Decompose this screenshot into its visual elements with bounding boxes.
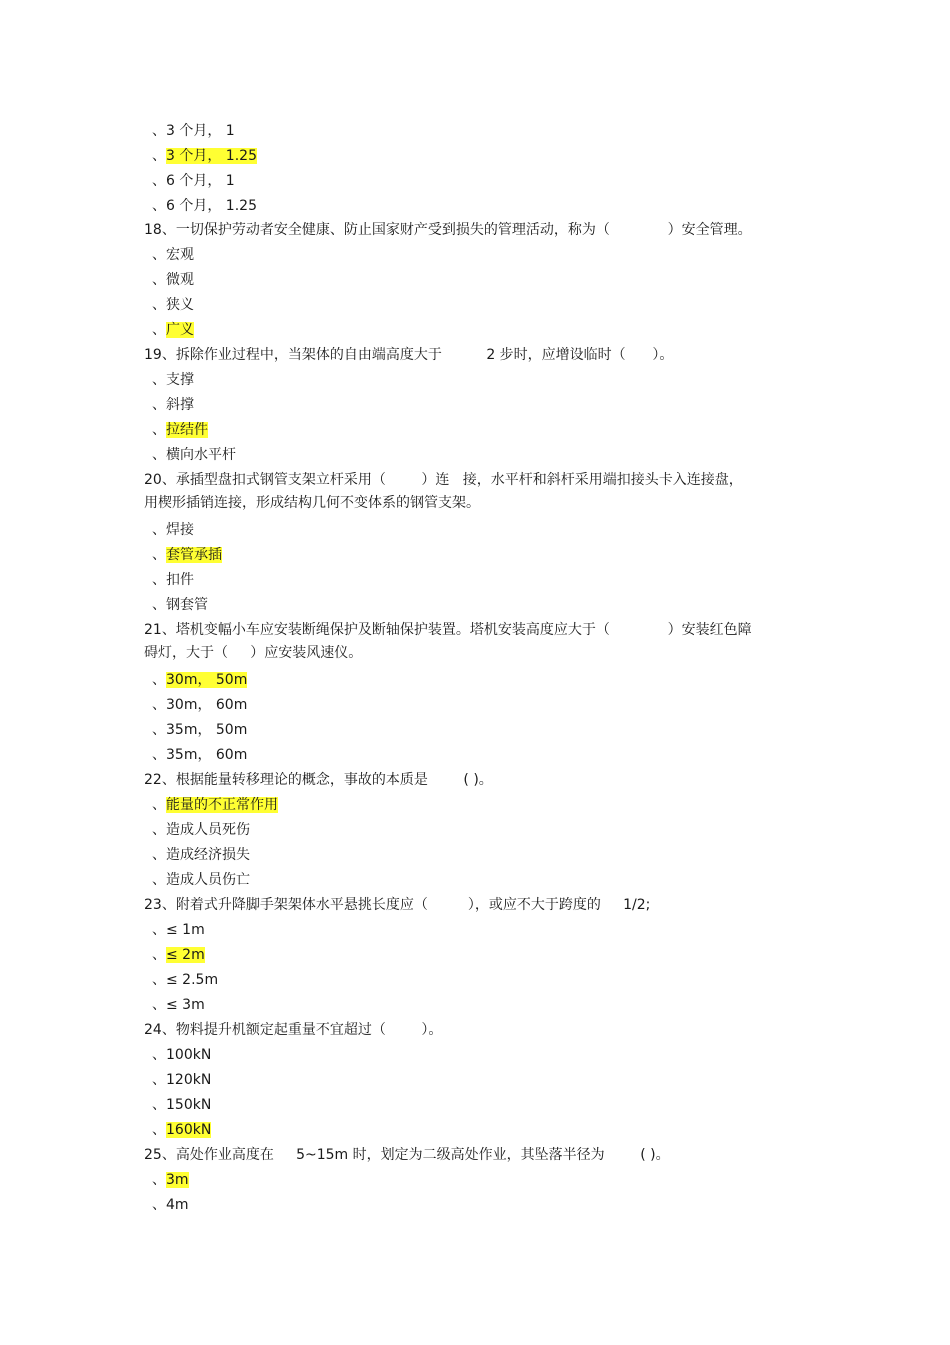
highlighted-answer: 广义 <box>166 322 194 338</box>
question-text: 23、附着式升降脚手架架体水平悬挑长度应（ ），或应不大于跨度的 1/2; <box>144 897 651 913</box>
answer-option: 、150kN <box>152 1097 212 1113</box>
question-text: 25、高处作业高度在 5~15m 时，划定为二级高处作业，其坠落半径为 ( )。 <box>144 1147 670 1163</box>
answer-option <box>152 671 247 689</box>
highlighted-answer: ≤ 2m <box>166 947 205 963</box>
answer-option: 、4m <box>152 1197 189 1213</box>
answer-option: 、造成人员伤亡 <box>152 872 250 888</box>
highlighted-answer: 套管承插 <box>166 547 222 563</box>
highlighted-answer: 160kN <box>166 1122 212 1138</box>
highlighted-answer: 拉结件 <box>166 422 208 438</box>
question-text: 19、拆除作业过程中，当架体的自由端高度大于 2 步时，应增设临时（ ）。 <box>144 347 674 363</box>
option-marker: 、 <box>152 148 166 164</box>
question-text: 21、塔机变幅小车应安装断绳保护及断轴保护装置。塔机安装高度应大于（ ）安装红色障 <box>144 622 752 638</box>
answer-option: 、扣件 <box>152 572 194 588</box>
answer-option: 、焊接 <box>152 522 194 538</box>
answer-option: 、横向水平杆 <box>152 447 236 463</box>
answer-option <box>152 321 194 339</box>
option-marker: 、 <box>152 547 166 563</box>
answer-option: 、6 个月， 1.25 <box>152 198 257 214</box>
highlighted-answer: 3 个月， 1.25 <box>166 148 257 164</box>
answer-option: 、≤ 3m <box>152 997 205 1013</box>
option-marker: 、 <box>152 422 166 438</box>
answer-option: 、≤ 1m <box>152 922 205 938</box>
answer-option: 、造成人员死伤 <box>152 822 250 838</box>
answer-option <box>152 1171 189 1189</box>
option-marker: 、 <box>152 322 166 338</box>
option-marker: 、 <box>152 1172 166 1188</box>
answer-option: 、35m， 60m <box>152 747 248 763</box>
highlighted-answer: 能量的不正常作用 <box>166 797 278 813</box>
question-text: 24、物料提升机额定起重量不宜超过（ ）。 <box>144 1022 443 1038</box>
answer-option: 、35m， 50m <box>152 722 248 738</box>
answer-option <box>152 147 257 165</box>
question-text: 20、承插型盘扣式钢管支架立杆采用（ ）连 接，水平杆和斜杆采用端扣接头卡入连接盘， <box>144 472 743 488</box>
answer-option: 、宏观 <box>152 247 194 263</box>
answer-option: 、120kN <box>152 1072 212 1088</box>
answer-option <box>152 1121 211 1139</box>
answer-option: 、30m， 60m <box>152 697 248 713</box>
answer-option <box>152 946 205 964</box>
answer-option: 、支撑 <box>152 372 194 388</box>
option-marker: 、 <box>152 797 166 813</box>
answer-option: 、斜撑 <box>152 397 194 413</box>
answer-option: 、100kN <box>152 1047 212 1063</box>
answer-option: 、钢套管 <box>152 597 208 613</box>
option-marker: 、 <box>152 947 166 963</box>
answer-option: 、微观 <box>152 272 194 288</box>
answer-option: 、造成经济损失 <box>152 847 250 863</box>
answer-option <box>152 546 222 564</box>
option-marker: 、 <box>152 1122 166 1138</box>
highlighted-answer: 3m <box>166 1172 189 1188</box>
answer-option <box>152 796 278 814</box>
answer-option: 、3 个月， 1 <box>152 123 235 139</box>
answer-option: 、≤ 2.5m <box>152 972 219 988</box>
answer-option <box>152 421 208 439</box>
question-text: 22、根据能量转移理论的概念，事故的本质是 ( )。 <box>144 772 493 788</box>
answer-option: 、6 个月， 1 <box>152 173 235 189</box>
answer-option: 、狭义 <box>152 297 194 313</box>
question-text: 用楔形插销连接，形成结构几何不变体系的钢管支架。 <box>144 495 480 511</box>
question-text: 碍灯，大于（ ）应安装风速仪。 <box>144 645 363 661</box>
question-text: 18、一切保护劳动者安全健康、防止国家财产受到损失的管理活动，称为（ ）安全管理。 <box>144 222 752 238</box>
highlighted-answer: 30m， 50m <box>166 672 248 688</box>
option-marker: 、 <box>152 672 166 688</box>
